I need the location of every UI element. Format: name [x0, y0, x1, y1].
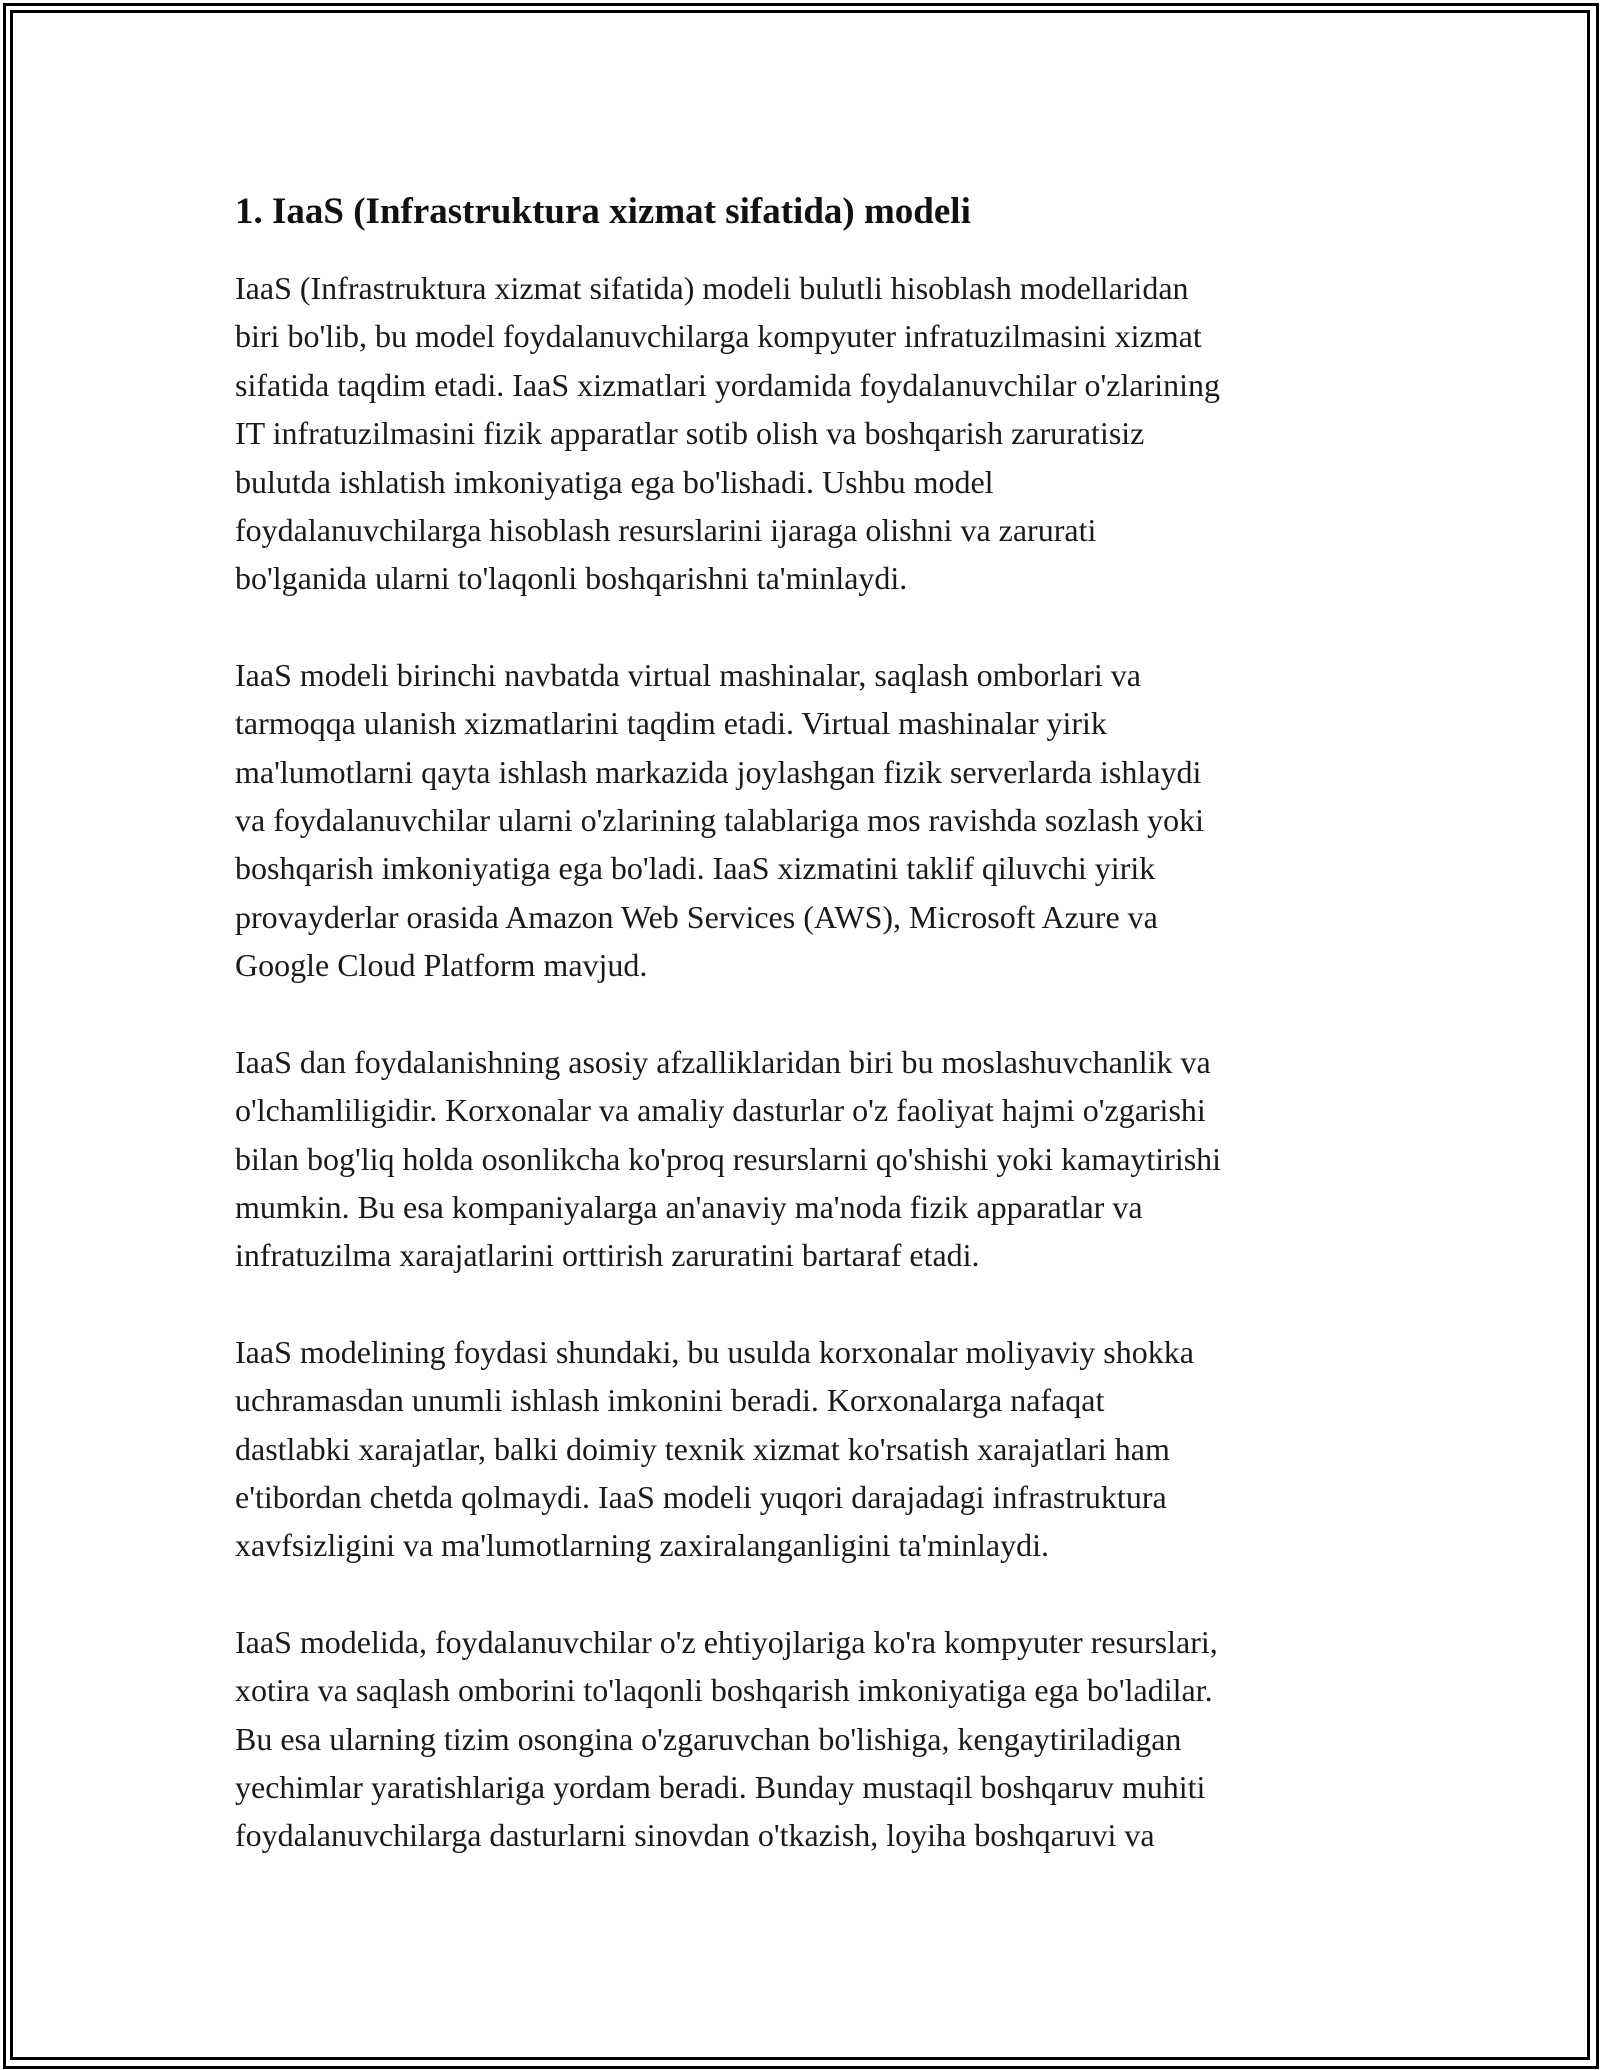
text-line: sifatida taqdim etadi. IaaS xizmatlari yordamida foydalanuvchilar o'zlarining: [235, 366, 1220, 403]
text-line: IaaS (Infrastruktura xizmat sifatida) modeli bulutli hisoblash modellaridan: [235, 270, 1189, 306]
text-line: boshqarish imkoniyatiga ega bo'ladi. IaaS xizmatini taklif qiluvchi yirik: [235, 850, 1156, 887]
paragraph-4: [235, 1328, 1390, 1570]
text-line: foydalanuvchilarga hisoblash resurslarini ijaraga olishni va zarurati: [235, 512, 1097, 549]
text-line: IaaS dan foydalanishning asosiy afzalliklaridan biri bu moslashuvchanlik va: [235, 1043, 1211, 1080]
text-line: ma'lumotlarni qayta ishlash markazida joylashgan fizik serverlarda ishlaydi: [235, 753, 1202, 790]
text-line: Bu esa ularning tizim osongina o'zgaruvchan bo'lishiga, kengaytiriladigan: [235, 1720, 1182, 1757]
paragraph-1: [235, 264, 1390, 603]
text-line: Google Cloud Platform mavjud.: [235, 947, 648, 984]
text-line: IaaS modeli birinchi navbatda virtual mashinalar, saqlash omborlari va: [235, 656, 1141, 693]
text-line: bulutda ishlatish imkoniyatiga ega bo'lishadi. Ushbu model: [235, 463, 994, 500]
section-title: 1. IaaS (Infrastruktura xizmat sifatida) modeli: [235, 191, 971, 232]
text-line: xotira va saqlash omborini to'laqonli boshqarish imkoniyatiga ega bo'ladilar.: [235, 1672, 1213, 1709]
text-line: xavfsizligini va ma'lumotlarning zaxiralanganligini ta'minlaydi.: [235, 1527, 1049, 1564]
text-line: tarmoqqa ulanish xizmatlarini taqdim etadi. Virtual mashinalar yirik: [235, 705, 1107, 742]
paragraph-5: [235, 1618, 1390, 1860]
text-line: mumkin. Bu esa kompaniyalarga an'anaviy ma'noda fizik apparatlar va: [235, 1188, 1143, 1225]
paragraph-3: [235, 1038, 1390, 1280]
text-line: biri bo'lib, bu model foydalanuvchilarga kompyuter infratuzilmasini xizmat: [235, 318, 1202, 355]
text-line: foydalanuvchilarga dasturlarni sinovdan o'tkazish, loyiha boshqaruvi va: [235, 1817, 1155, 1854]
text-line: uchramasdan unumli ishlash imkonini beradi. Korxonalarga nafaqat: [235, 1382, 1105, 1419]
text-line: va foydalanuvchilar ularni o'zlarining talablariga mos ravishda sozlash yoki: [235, 802, 1205, 839]
text-line: IaaS modelining foydasi shundaki, bu usulda korxonalar moliyaviy shokka: [235, 1333, 1194, 1370]
text-line: bo'lganida ularni to'laqonli boshqarishni ta'minlaydi.: [235, 560, 908, 597]
text-line: IT infratuzilmasini fizik apparatlar sotib olish va boshqarish zaruratisiz: [235, 415, 1145, 452]
text-line: IaaS modelida, foydalanuvchilar o'z ehtiyojlariga ko'ra kompyuter resurslari,: [235, 1623, 1218, 1660]
document-body: [235, 186, 1390, 1908]
text-line: o'lchamliligidir. Korxonalar va amaliy dasturlar o'z faoliyat hajmi o'zgarishi: [235, 1092, 1206, 1129]
text-line: infratuzilma xarajatlarini orttirish zaruratini bartaraf etadi.: [235, 1237, 980, 1274]
text-line: dastlabki xarajatlar, balki doimiy texnik xizmat ko'rsatish xarajatlari ham: [235, 1430, 1170, 1467]
text-line: provayderlar orasida Amazon Web Services (AWS), Microsoft Azure va: [235, 898, 1158, 935]
text-line: yechimlar yaratishlariga yordam beradi. Bunday mustaqil boshqaruv muhiti: [235, 1768, 1206, 1805]
text-line: e'tibordan chetda qolmaydi. IaaS modeli yuqori darajadagi infrastruktura: [235, 1478, 1167, 1515]
paragraph-2: [235, 651, 1390, 990]
text-line: bilan bog'liq holda osonlikcha ko'proq resurslarni qo'shishi yoki kamaytirishi: [235, 1140, 1222, 1177]
